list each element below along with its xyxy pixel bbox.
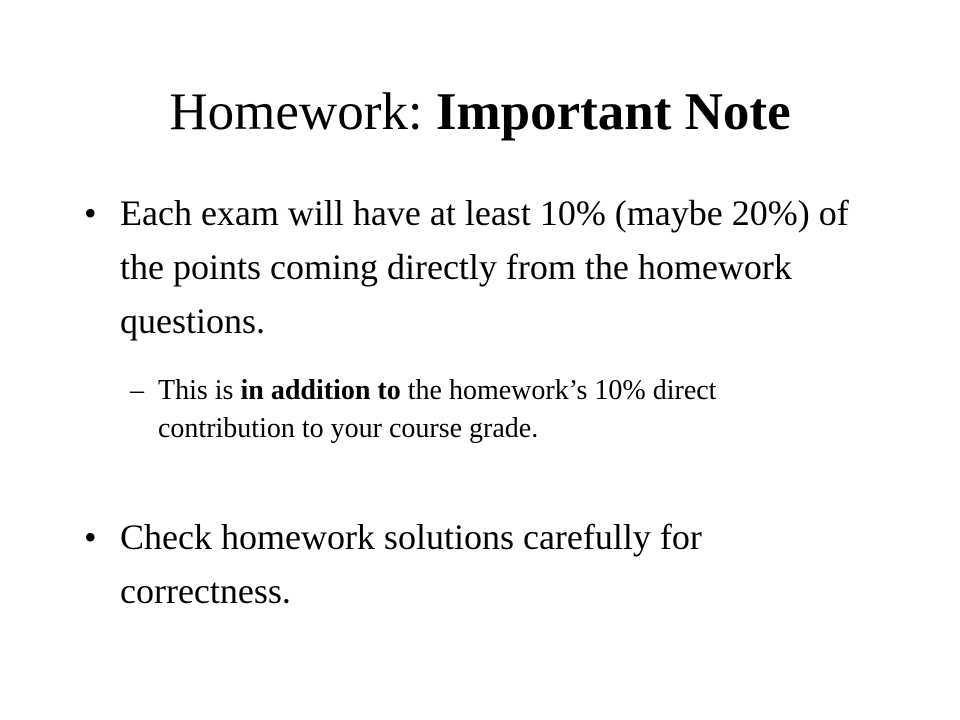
bullet-marker: • xyxy=(84,517,97,557)
title-emphasis: Important Note xyxy=(435,83,791,141)
bullet-marker: • xyxy=(84,193,97,233)
sub-bullet-text-before: This is xyxy=(158,375,241,406)
sub-bullet-text-after: the homework’s 10% direct contribution to your course grade. xyxy=(158,375,717,444)
bullet-item-check-solutions xyxy=(84,510,860,618)
sub-bullet-marker: – xyxy=(130,375,144,406)
sub-bullet-item-addition xyxy=(130,372,798,448)
bullet-text: Each exam will have at least 10% (maybe 20%) of the points coming directly from the homework questions. xyxy=(120,193,849,341)
bullet-item-exam-points xyxy=(84,186,860,348)
bullet-text: Check homework solutions carefully for correctness. xyxy=(120,517,702,611)
sub-bullet-emphasis: in addition to xyxy=(240,375,401,406)
title-prefix: Homework: xyxy=(169,83,436,141)
